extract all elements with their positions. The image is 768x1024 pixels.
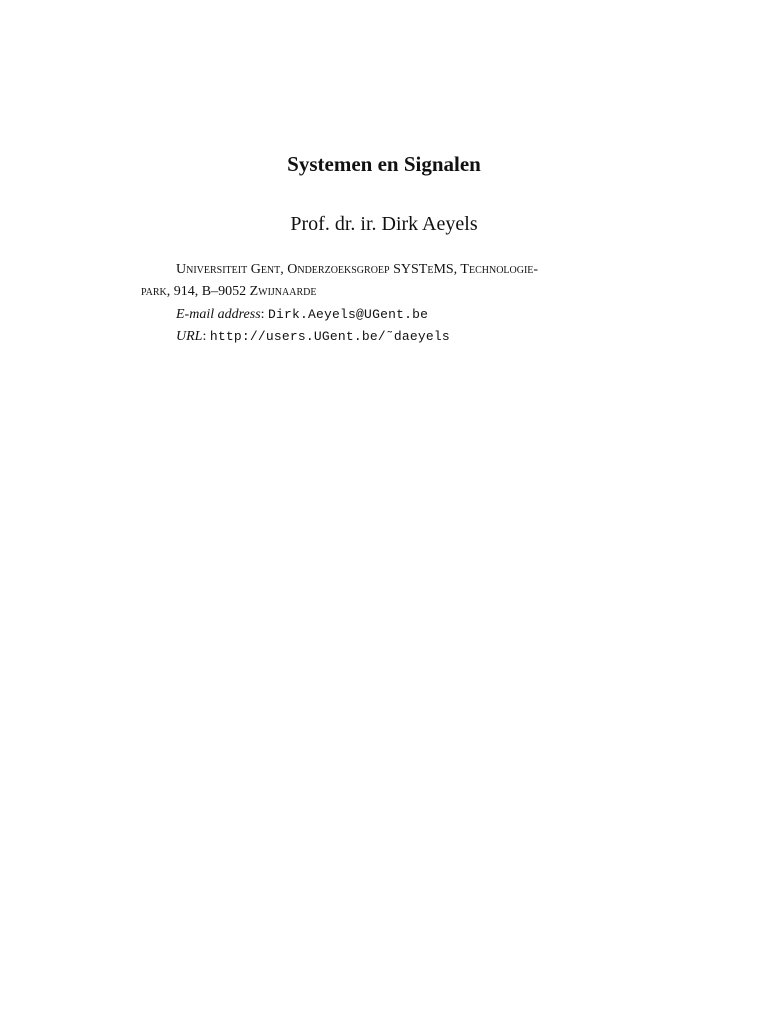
email-address: Dirk.Aeyels@UGent.be	[268, 307, 429, 322]
author-name: Prof. dr. ir. Dirk Aeyels	[290, 213, 478, 235]
url-label: URL	[176, 329, 203, 344]
affiliation-line-2: park, 914, B–9052 Zwijnaarde	[141, 284, 317, 299]
affiliation	[141, 259, 615, 303]
url-address: http://users.UGent.be/˜daeyels	[209, 329, 450, 344]
email-label: E-mail address	[176, 307, 261, 322]
email-line: E-mail address: Dirk.Aeyels@UGent.be	[176, 307, 429, 322]
url-line: URL: http://users.UGent.be/˜daeyels	[176, 329, 450, 344]
document-title: Systemen en Signalen	[287, 152, 481, 176]
affiliation-line-1: Universiteit Gent, Onderzoeksgroep SYSTeMS, Technologie-	[176, 262, 539, 277]
